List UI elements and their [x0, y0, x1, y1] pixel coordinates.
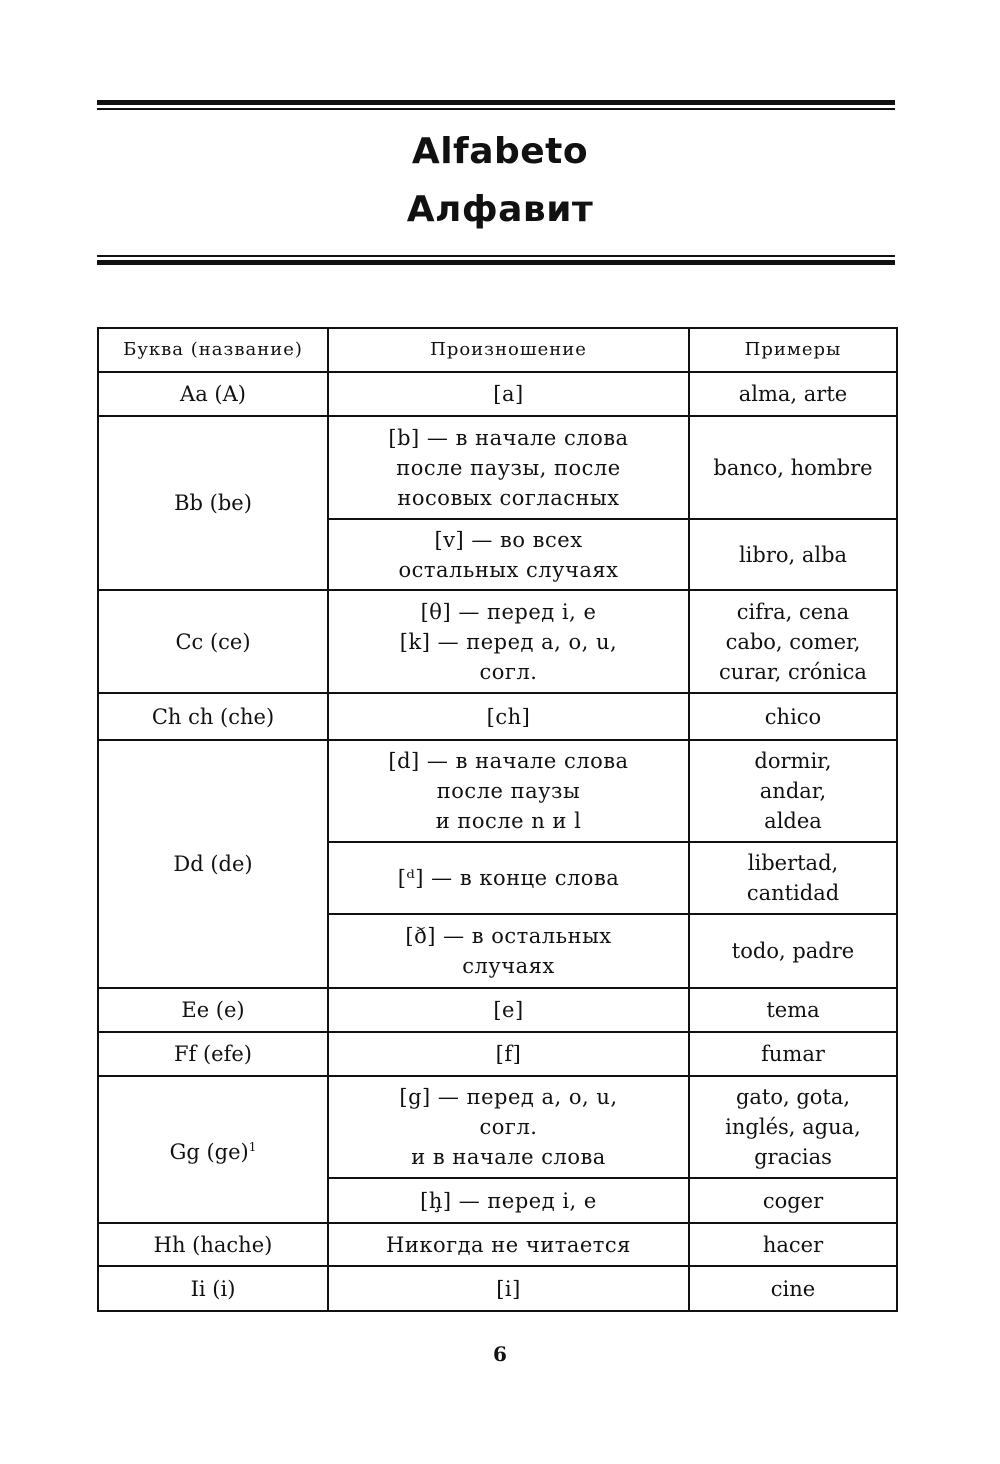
letter-cell: Ee (e)	[98, 988, 328, 1032]
pronunciation-cell: [e]	[328, 988, 689, 1032]
table-row	[98, 740, 897, 842]
letter-cell: Gg (ge)$^1$	[98, 1076, 328, 1223]
examples-cell: alma, arte	[689, 372, 897, 416]
table-row	[98, 416, 897, 519]
examples-cell: libertad, cantidad	[689, 842, 897, 914]
table-row	[98, 372, 897, 416]
table-row	[98, 988, 897, 1032]
examples-cell: libro, alba	[689, 519, 897, 590]
pronunciation-cell: [θ] — перед i, e [k] — перед a, o, u, согл.	[328, 590, 689, 693]
title-russian: Алфавит	[406, 189, 594, 230]
header-letter: Буква (название)	[98, 328, 328, 372]
pronunciation-cell: [i]	[328, 1266, 689, 1311]
pronunciation-cell: [ḩ] — перед i, e	[328, 1178, 689, 1223]
pronunciation-cell: [ð] — в остальных случаях	[328, 914, 689, 988]
examples-cell: fumar	[689, 1032, 897, 1076]
examples-cell: tema	[689, 988, 897, 1032]
pronunciation-cell: [ch]	[328, 693, 689, 740]
pronunciation-cell: [b] — в начале слова после паузы, после носовых согласных	[328, 416, 689, 519]
footnote-marker: 1	[248, 1140, 257, 1154]
header-pronunciation: Произношение	[328, 328, 689, 372]
pronunciation-cell: [v] — во всех остальных случаях	[328, 519, 689, 590]
examples-cell: cifra, cena cabo, comer, curar, crónica	[689, 590, 897, 693]
examples-cell: cine	[689, 1266, 897, 1311]
examples-cell: banco, hombre	[689, 416, 897, 519]
table-header-row	[98, 328, 897, 372]
examples-cell: todo, padre	[689, 914, 897, 988]
examples-cell: hacer	[689, 1223, 897, 1266]
top-rule-thick	[97, 100, 895, 105]
pronunciation-cell: [d] — в начале слова после паузы и после n и l	[328, 740, 689, 842]
examples-cell: chico	[689, 693, 897, 740]
letter-cell: Cc (ce)	[98, 590, 328, 693]
letter-cell: Bb (be)	[98, 416, 328, 590]
letter-cell: Ii (i)	[98, 1266, 328, 1311]
header-examples: Примеры	[689, 328, 897, 372]
letter-cell: Ch ch (che)	[98, 693, 328, 740]
table-row	[98, 1076, 897, 1178]
pronunciation-cell: Никогда не читается	[328, 1223, 689, 1266]
examples-cell: dormir, andar, aldea	[689, 740, 897, 842]
letter-cell: Hh (hache)	[98, 1223, 328, 1266]
table-row	[98, 1223, 897, 1266]
table-row	[98, 693, 897, 740]
letter-cell: Ff (efe)	[98, 1032, 328, 1076]
pronunciation-cell: [f]	[328, 1032, 689, 1076]
bottom-rule-thick	[97, 260, 895, 265]
table-row	[98, 590, 897, 693]
pronunciation-cell: [ᵈ] — в конце слова	[328, 842, 689, 914]
letter-cell: Dd (de)	[98, 740, 328, 988]
letter-cell: Aa (A)	[98, 372, 328, 416]
table-row	[98, 1266, 897, 1311]
alphabet-table	[97, 327, 898, 1312]
pronunciation-cell: [a]	[328, 372, 689, 416]
title-spanish: Alfabeto	[411, 131, 589, 172]
bottom-rule-thin	[97, 255, 895, 257]
table-row	[98, 1032, 897, 1076]
page-number: 6	[493, 1342, 507, 1366]
top-rule-thin	[97, 108, 895, 110]
examples-cell: coger	[689, 1178, 897, 1223]
pronunciation-cell: [g] — перед a, o, u, согл. и в начале слова	[328, 1076, 689, 1178]
examples-cell: gato, gota, inglés, agua, gracias	[689, 1076, 897, 1178]
